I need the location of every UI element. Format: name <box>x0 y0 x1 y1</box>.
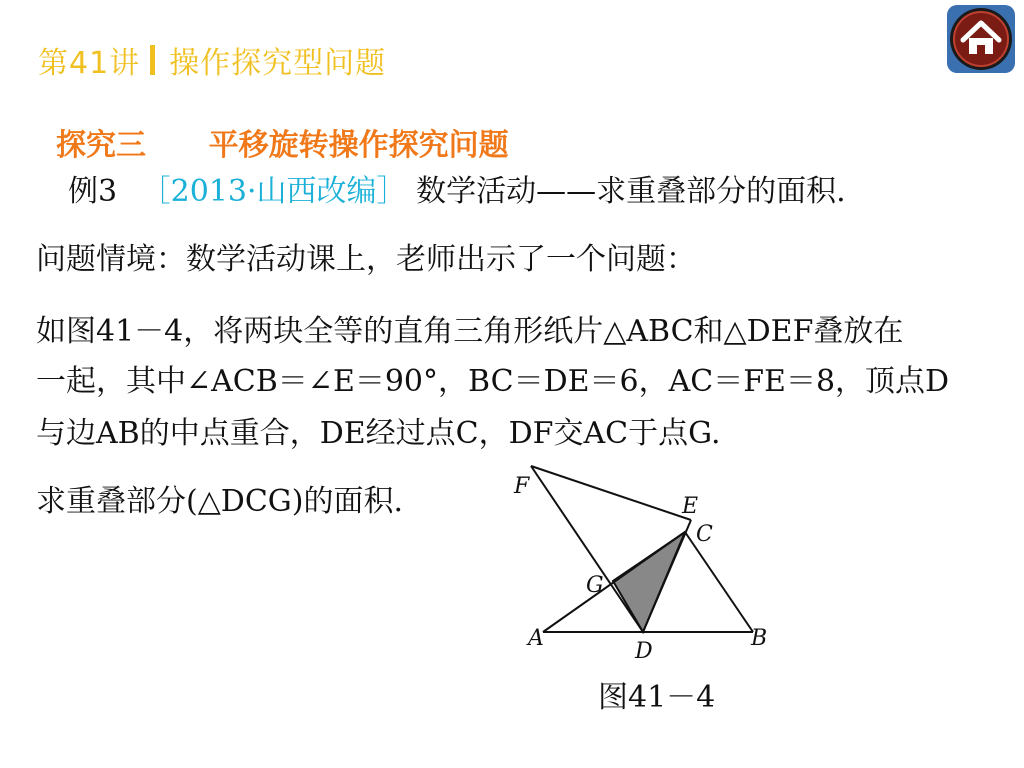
problem-question: 求重叠部分(△DCG)的面积. <box>36 484 403 519</box>
problem-line-1: 如图41－4，将两块全等的直角三角形纸片△ABC和△DEF叠放在 <box>36 314 904 349</box>
example-number: 例3 <box>68 174 118 209</box>
segment-cb <box>685 532 753 632</box>
lecture-topic: 操作探究型问题 <box>169 46 387 81</box>
segment-fd <box>531 466 643 632</box>
example-line <box>68 166 846 210</box>
section-label: 探究三 <box>56 128 146 163</box>
geometry-figure <box>500 455 800 670</box>
label-g: G <box>586 573 604 598</box>
header-divider <box>150 45 155 75</box>
problem-line-2: 一起，其中∠ACB＝∠E＝90°，BC＝DE＝6，AC＝FE＝8，顶点D <box>36 364 950 399</box>
label-f: F <box>514 474 530 499</box>
home-button[interactable] <box>946 4 1016 74</box>
label-e: E <box>682 494 699 519</box>
label-d: D <box>635 639 653 664</box>
lecture-number: 第41讲 <box>38 46 141 81</box>
label-b: B <box>751 626 768 651</box>
problem-line-3: 与边AB的中点重合，DE经过点C，DF交AC于点G. <box>36 416 721 451</box>
label-c: C <box>696 522 713 547</box>
home-icon <box>946 4 1016 74</box>
example-source: ［2013·山西改编］ <box>140 174 407 209</box>
section-title <box>56 120 509 164</box>
section-name: 平移旋转操作探究问题 <box>208 128 509 163</box>
label-a: A <box>528 626 544 651</box>
figure-caption: 图41－4 <box>598 680 716 715</box>
lecture-header <box>38 38 386 82</box>
example-task: 数学活动——求重叠部分的面积. <box>416 174 846 209</box>
problem-context: 问题情境：数学活动课上，老师出示了一个问题： <box>36 242 696 277</box>
segment-fe <box>531 466 691 520</box>
